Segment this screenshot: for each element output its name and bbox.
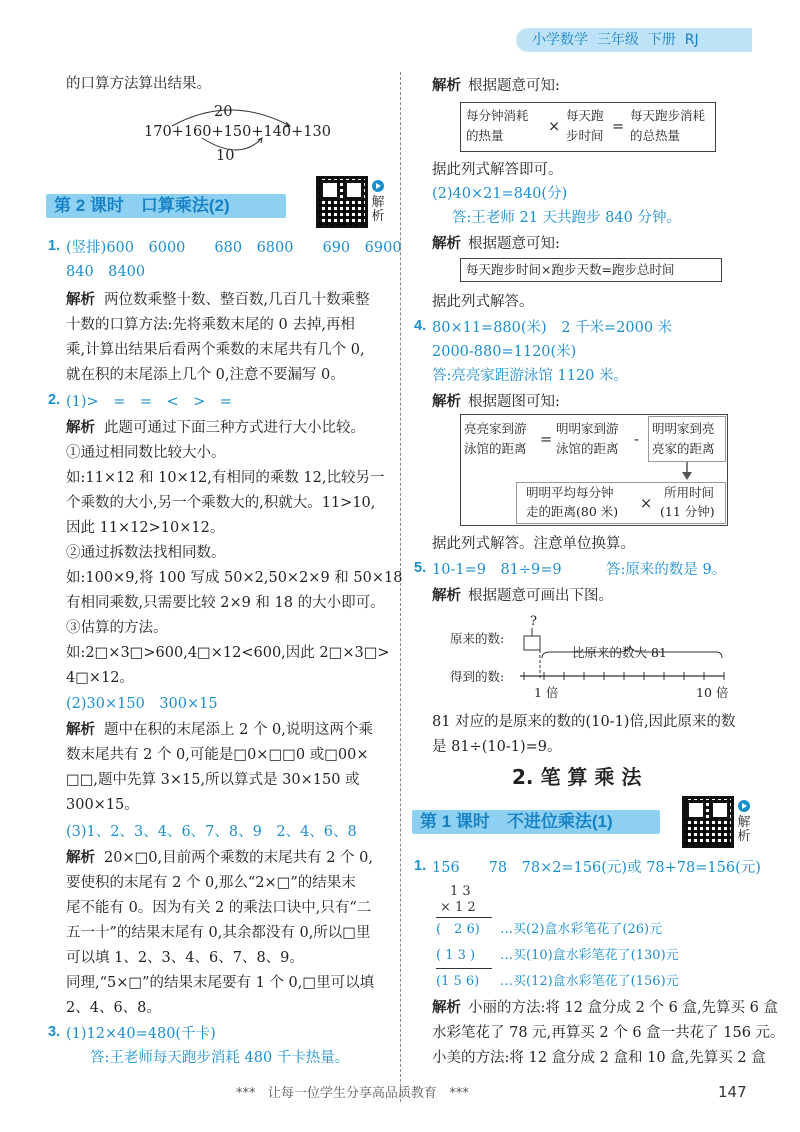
footer-slogan-line [236, 1084, 469, 1104]
r1-answer: 答:王老师 21 天共跑步 840 分钟。 [452, 210, 681, 226]
q1-expl-line: 就在积的末尾添上几个 0,注意不要漏写 0。 [66, 367, 345, 383]
r5-intro: 根据题意可画出下图。 [468, 588, 613, 604]
q2-line: 因此 11×12>10×12。 [66, 520, 225, 536]
box3-minus: - [634, 432, 639, 448]
q2-part2-line: 300×15。 [66, 797, 139, 813]
q2-part3-line: 要使积的末尾有 2 个 0,那么“2×□”的结果末 [66, 875, 356, 891]
p1-expl-line: 小丽的方法:将 12 盒分成 2 个 6 盒,先算买 6 盒 [468, 1000, 778, 1016]
q1-jiexi-keyword: 解析 [66, 292, 95, 308]
diagram-result-label: 得到的数: [450, 669, 505, 684]
q2-line: ①通过相同数比较大小。 [66, 445, 226, 461]
header-grade: 三年级 [596, 32, 639, 48]
vertical-e2: …买(10)盒水彩笔花了(130)元 [500, 948, 679, 963]
q2-line: 个乘数的大小,另一个乘数大的,积就大。11>10, [66, 495, 376, 511]
intro-text: 的口算方法算出结果。 [66, 76, 211, 92]
r5-line: 是 81÷(10-1)=9。 [432, 739, 562, 755]
r2-jiexi-keyword: 解析 [432, 236, 461, 252]
header-subject [532, 30, 699, 50]
section-title: 2. 笔 算 乘 法 [512, 765, 642, 789]
jiexi-char-2: 析 [371, 209, 385, 224]
diagram-brace-label: 比原来的数大 81 [572, 645, 667, 660]
header-term: 下册 [647, 32, 676, 48]
vertical-n2: × 1 2 [440, 900, 476, 915]
q2-part3-line: 20×□0,目前两个乘数的末尾共有 2 个 0, [104, 850, 374, 866]
q3-final-answer: 答:王老师每天跑步消耗 480 千卡热量。 [90, 1050, 350, 1066]
box3-a1: 亮亮家到游 [464, 421, 527, 436]
r3-intro: 根据题图可知: [468, 394, 560, 410]
q2-part3-jiexi-keyword: 解析 [66, 850, 95, 866]
p1-number: 1. [414, 858, 427, 874]
r1-jiexi-keyword: 解析 [432, 78, 461, 94]
box3-times: × [640, 496, 653, 512]
q3-number: 3. [48, 1024, 61, 1040]
r3-after: 据此列式解答。注意单位换算。 [432, 536, 635, 552]
r2-after: 据此列式解答。 [432, 294, 534, 310]
q2-number: 2. [48, 392, 61, 408]
box3-c2: 亮家的距离 [652, 441, 715, 456]
diagram-tick-10: 10 倍 [696, 685, 729, 700]
box3-eq: = [540, 432, 553, 448]
p1-line1: 156 78 78×2=156(元)或 78+78=156(元) [432, 860, 761, 876]
q2-part2-jiexi-keyword: 解析 [66, 722, 95, 738]
box2-text: 每天跑步时间×跑步天数=跑步总时间 [466, 262, 675, 277]
q2-part3-line: 尾不能有 0。因为有关 2 的乘法口诀中,只有“二 [66, 900, 372, 916]
qr-code-lesson1[interactable] [682, 796, 734, 848]
box3-c1: 明明家到亮 [652, 421, 715, 436]
r3-jiexi-keyword: 解析 [432, 394, 461, 410]
r5-line: 81 对应的是原来的数的(10-1)倍,因此原来的数 [432, 714, 736, 730]
jiexi-char-4: 析 [737, 829, 751, 844]
box1-eq: = [612, 119, 625, 135]
box3-d1: 明明平均每分钟 [526, 485, 614, 500]
p1-expl-line: 水彩笔花了 78 元,再算买 2 个 6 盒一共花了 156 元。 [432, 1025, 785, 1041]
footer-stars-right: *** [449, 1086, 469, 1101]
q4-number: 4. [414, 318, 427, 334]
box1-b1: 每天跑 [566, 108, 604, 123]
box3-d2: 走的距离(80 米) [526, 504, 619, 519]
brace [542, 646, 722, 658]
q4-line2: 2000-880=1120(米) [432, 344, 577, 360]
play-icon[interactable] [738, 800, 750, 812]
q2-part3-answer: (3)1、2、3、4、6、7、8、9 2、4、6、8 [66, 824, 357, 840]
box1-a1: 每分钟消耗 [466, 108, 529, 123]
vertical-e3: …买(12)盒水彩笔花了(156)元 [500, 974, 679, 989]
q2-answer-line1: (1)> = = < > = [66, 394, 232, 410]
orig-segment [524, 636, 540, 650]
lesson2-title: 第 2 课时 口算乘法(2) [54, 196, 230, 215]
q2-part2-line: 数末尾共有 2 个 0,可能是□0×□□0 或□00× [66, 747, 369, 763]
q2-line: ③估算的方法。 [66, 620, 168, 636]
jiexi-label-1 [371, 196, 385, 224]
page-number: 147 [718, 1083, 747, 1101]
diagram-orig-label: 原来的数: [450, 631, 505, 646]
q2-line: ②通过拆数法找相同数。 [66, 545, 226, 561]
r1-calc: (2)40×21=840(分) [432, 186, 568, 202]
box3-b1: 明明家到游 [556, 421, 619, 436]
line-segment-diagram [520, 622, 740, 688]
header-edition: RJ [684, 32, 699, 48]
q2-line: 4□×12。 [66, 670, 135, 686]
r1-intro: 根据题意可知: [468, 78, 560, 94]
p1-expl-line: 小美的方法:将 12 盒分成 2 盒和 10 盒,先算买 2 盒 [432, 1050, 766, 1066]
vertical-n1: 1 3 [450, 884, 471, 899]
qr-code-lesson2[interactable] [316, 176, 368, 228]
vertical-r1: ( 2 6) [436, 922, 480, 937]
lesson1-title: 第 1 课时 不进位乘法(1) [420, 812, 613, 831]
q2-line: 如:11×12 和 10×12,有相同的乘数 12,比较另一 [66, 470, 385, 486]
arc-top-value: 20 [214, 104, 233, 120]
q1-answer-line1: (竖排)600 6000 680 6800 690 6900 [66, 240, 402, 256]
vertical-rule-2 [436, 968, 492, 969]
box3-b2: 泳馆的距离 [556, 441, 619, 456]
arc-expression: 170+160+150+140+130 [144, 124, 331, 140]
box3-a2: 泳馆的距离 [464, 441, 527, 456]
q4-answer: 答:亮亮家距游泳馆 1120 米。 [432, 368, 629, 384]
q2-line: 有相同乘数,只需要比较 2×9 和 18 的大小即可。 [66, 595, 385, 611]
box1-a2: 的热量 [466, 128, 504, 143]
q2-line: 如:2□×3□>600,4□×12<600,因此 2□×3□> [66, 645, 390, 661]
vertical-e1: …买(2)盒水彩笔花了(26)元 [500, 922, 663, 937]
q2-part2-line: 题中在积的末尾添上 2 个 0,说明这两个乘 [104, 722, 373, 738]
play-icon[interactable] [372, 180, 384, 192]
q2-jiexi-keyword: 解析 [66, 420, 95, 436]
q1-answer-line2: 840 8400 [66, 264, 146, 280]
box1-c1: 每天跑步消耗 [630, 108, 706, 123]
q5-line1: 10-1=9 81÷9=9 [432, 562, 562, 578]
q2-part3-line: 五一十”的结果末尾有 0,其余都没有 0,所以□里 [66, 925, 371, 941]
box1-c2: 的总热量 [630, 128, 681, 143]
footer-stars-left: *** [236, 1086, 256, 1101]
arc-bottom-value: 10 [216, 148, 235, 164]
box1-op: × [548, 119, 561, 135]
q2-line: 如:100×9,将 100 写成 50×2,50×2×9 和 50×18 [66, 570, 403, 586]
q5-answer: 答:原来的数是 9。 [606, 562, 727, 578]
q5-number: 5. [414, 560, 427, 576]
q1-expl-line: 十数的口算方法:先将乘数末尾的 0 去掉,再相 [66, 317, 355, 333]
q4-line1: 80×11=880(米) 2 千米=2000 米 [432, 320, 673, 336]
q1-number: 1. [48, 238, 61, 254]
vertical-rule-1 [436, 917, 492, 918]
p1-jiexi-keyword: 解析 [432, 1000, 461, 1016]
r5-jiexi-keyword: 解析 [432, 588, 461, 604]
jiexi-char-1: 解 [371, 195, 385, 210]
jiexi-label-2 [737, 816, 751, 844]
box3-e1: 所用时间 [664, 485, 715, 500]
down-arrow-icon [680, 462, 694, 482]
box1-b2: 步时间 [566, 128, 604, 143]
header-subject-text: 小学数学 [532, 32, 588, 48]
box3-e2: (11 分钟) [660, 504, 715, 519]
q1-expl-line: 乘,计算出结果后看两个乘数的末尾共有几个 0, [66, 342, 365, 358]
jiexi-char-3: 解 [737, 815, 751, 830]
q3-answer-line1: (1)12×40=480(千卡) [66, 1026, 216, 1042]
vertical-r2: ( 1 3 ) [436, 948, 476, 963]
r2-intro: 根据题意可知: [468, 236, 560, 252]
diagram-question: ? [530, 614, 537, 629]
q2-part3-line: 同理,“5×□”的结果末尾要有 1 个 0,□里可以填 [66, 975, 375, 991]
vertical-r3: (1 5 6) [436, 974, 480, 989]
q2-part2-line: □□,题中先算 3×15,所以算式是 30×150 或 [66, 772, 360, 788]
q2-part3-line: 2、4、6、8。 [66, 1000, 161, 1016]
q2-part3-line: 可以填 1、2、3、4、6、7、8、9。 [66, 950, 304, 966]
r1-after: 据此列式解答即可。 [432, 162, 563, 178]
q1-expl-line: 两位数乘整十数、整百数,几百几十数乘整 [104, 292, 370, 308]
diagram-tick-1: 1 倍 [534, 685, 559, 700]
footer-slogan: 让每一位学生分享高品质教育 [267, 1086, 437, 1101]
q2-part2-answer: (2)30×150 300×15 [66, 696, 218, 712]
q2-line: 此题可通过下面三种方式进行大小比较。 [104, 420, 365, 436]
